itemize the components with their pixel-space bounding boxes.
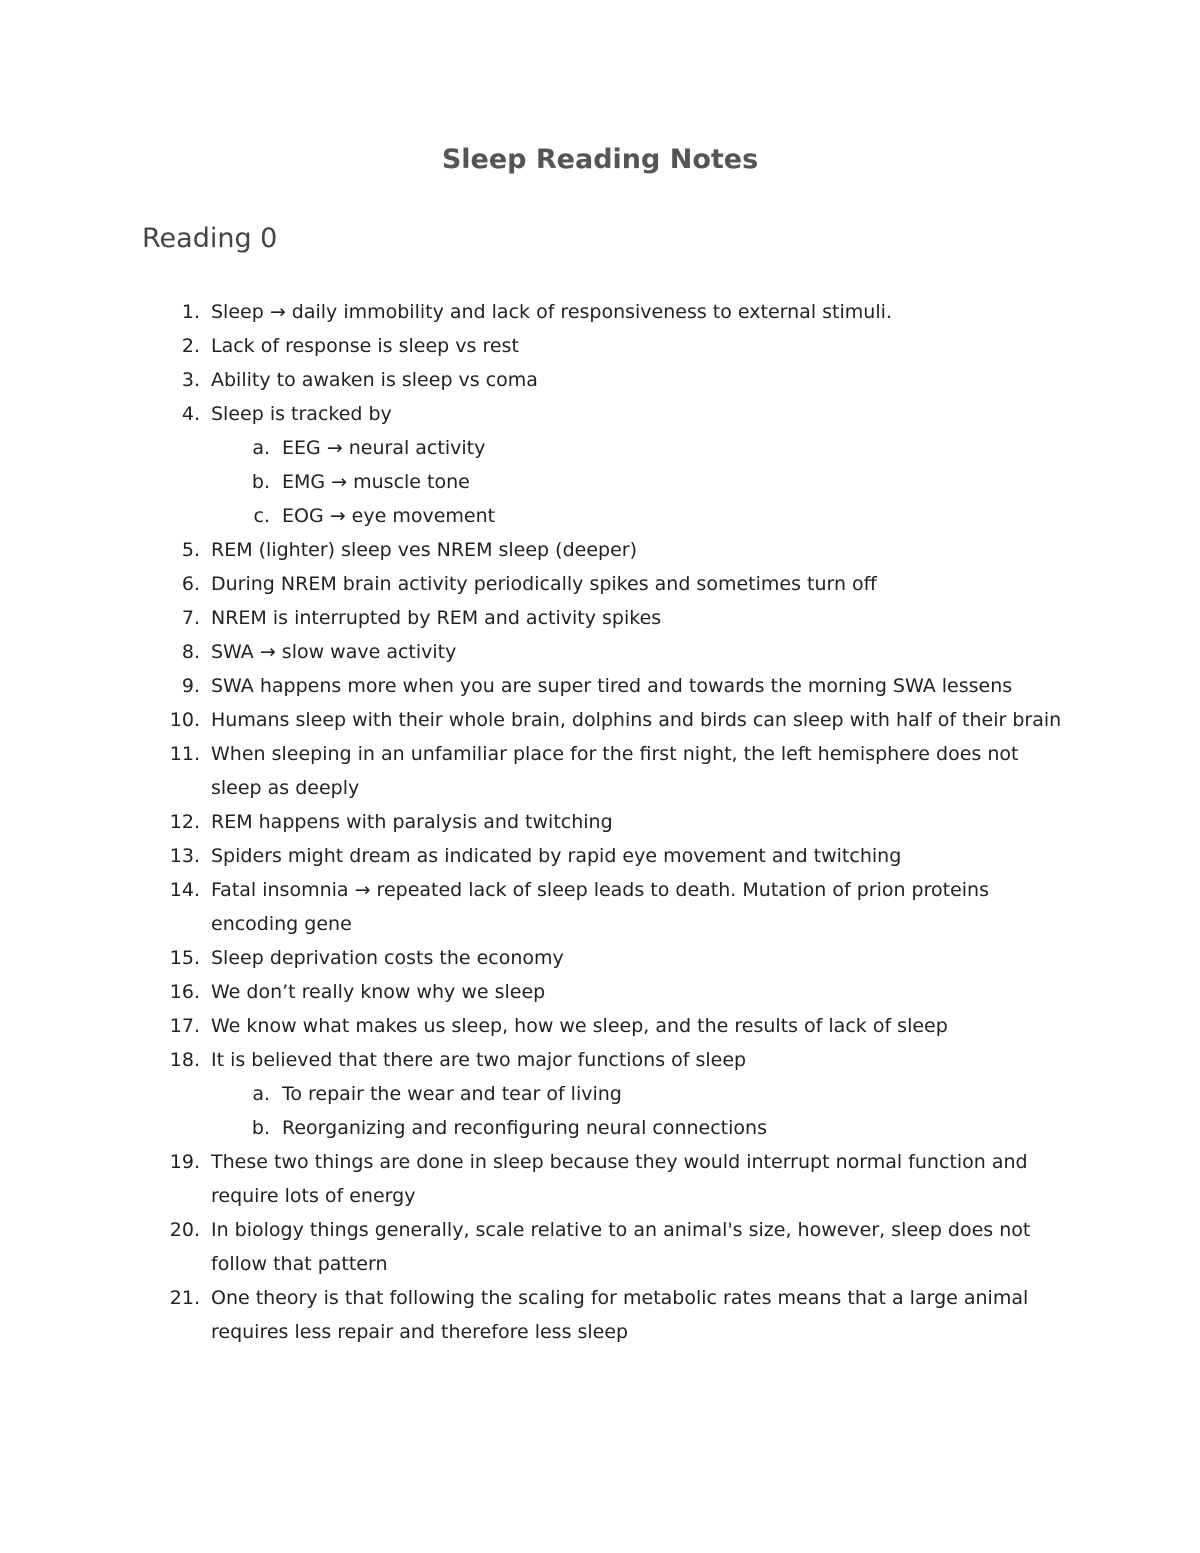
list-item-text: SWA → slow wave activity — [211, 641, 457, 663]
list-item-text: Humans sleep with their whole brain, dolphins and birds can sleep with half of their brain — [211, 709, 1062, 731]
list-item — [0, 533, 1200, 567]
list-item-text: In biology things generally, scale relative to an animal's size, however, sleep does not follow that pattern — [211, 1219, 1031, 1275]
sub-list-item-letter: a. — [252, 1083, 270, 1105]
list-item-number: 9. — [181, 675, 200, 697]
list-item — [0, 703, 1200, 737]
notes-list — [0, 295, 1200, 1349]
list-item-text: Spiders might dream as indicated by rapid eye movement and twitching — [211, 845, 902, 867]
list-item — [0, 1043, 1200, 1077]
list-item — [0, 805, 1200, 839]
sub-list-item-letter: c. — [253, 505, 270, 527]
list-item-number: 20. — [169, 1219, 200, 1241]
list-item-text: Ability to awaken is sleep vs coma — [211, 369, 538, 391]
list-item — [0, 941, 1200, 975]
sub-list-item — [0, 499, 1200, 533]
section-heading: Reading 0 — [142, 223, 278, 254]
list-item — [0, 839, 1200, 873]
list-item-number: 7. — [181, 607, 200, 629]
list-item — [0, 295, 1200, 329]
list-item-text: REM (lighter) sleep ves NREM sleep (deeper) — [211, 539, 637, 561]
list-item — [0, 329, 1200, 363]
list-item-number: 5. — [181, 539, 200, 561]
list-item-text: Sleep → daily immobility and lack of responsiveness to external stimuli. — [211, 301, 892, 323]
list-item-text: Sleep deprivation costs the economy — [211, 947, 564, 969]
list-item-number: 1. — [181, 301, 200, 323]
list-item-number: 8. — [181, 641, 200, 663]
list-item-text: We know what makes us sleep, how we sleep, and the results of lack of sleep — [211, 1015, 948, 1037]
list-item-text: REM happens with paralysis and twitching — [211, 811, 613, 833]
list-item-number: 12. — [169, 811, 200, 833]
list-item-text: NREM is interrupted by REM and activity spikes — [211, 607, 662, 629]
list-item-number: 2. — [181, 335, 200, 357]
list-item — [0, 635, 1200, 669]
list-item — [0, 975, 1200, 1009]
list-item-text: Lack of response is sleep vs rest — [211, 335, 519, 357]
sub-list-item-text: EOG → eye movement — [282, 505, 496, 527]
list-item-number: 15. — [169, 947, 200, 969]
list-item-number: 10. — [169, 709, 200, 731]
sub-list-item-letter: b. — [251, 1117, 270, 1139]
list-item — [0, 397, 1200, 431]
sub-list-item-text: Reorganizing and reconfiguring neural connections — [282, 1117, 767, 1139]
sub-list-item — [0, 1111, 1200, 1145]
list-item-number: 3. — [181, 369, 200, 391]
sub-list-item — [0, 465, 1200, 499]
list-item-number: 21. — [169, 1287, 200, 1309]
list-item-text: When sleeping in an unfamiliar place for the first night, the left hemisphere does not sleep as deeply — [211, 743, 1019, 799]
list-item-text: Fatal insomnia → repeated lack of sleep leads to death. Mutation of prion proteins encoding gene — [211, 879, 989, 935]
list-item-number: 17. — [169, 1015, 200, 1037]
list-item — [0, 363, 1200, 397]
list-item-number: 13. — [169, 845, 200, 867]
list-item — [0, 669, 1200, 703]
list-item-text: It is believed that there are two major functions of sleep — [211, 1049, 747, 1071]
list-item-number: 6. — [181, 573, 200, 595]
sub-list-item — [0, 1077, 1200, 1111]
list-item — [0, 1145, 1200, 1213]
sub-list-item-text: To repair the wear and tear of living — [282, 1083, 622, 1105]
list-item-text: SWA happens more when you are super tired and towards the morning SWA lessens — [211, 675, 1013, 697]
sub-list-item-letter: b. — [251, 471, 270, 493]
list-item-text: One theory is that following the scaling for metabolic rates means that a large animal requires less repair and therefore less sleep — [211, 1287, 1029, 1343]
list-item-number: 18. — [169, 1049, 200, 1071]
list-item — [0, 1009, 1200, 1043]
list-item — [0, 1281, 1200, 1349]
list-item — [0, 601, 1200, 635]
list-item-number: 4. — [181, 403, 200, 425]
sub-list-item-text: EMG → muscle tone — [282, 471, 470, 493]
list-item-number: 14. — [169, 879, 200, 901]
list-item — [0, 737, 1200, 805]
list-item-number: 11. — [169, 743, 200, 765]
list-item-text: These two things are done in sleep because they would interrupt normal function and require lots of energy — [211, 1151, 1028, 1207]
page-title: Sleep Reading Notes — [441, 144, 759, 175]
list-item-number: 16. — [169, 981, 200, 1003]
sub-list-item-text: EEG → neural activity — [282, 437, 486, 459]
list-item-text: We don’t really know why we sleep — [211, 981, 546, 1003]
sub-list-item — [0, 431, 1200, 465]
list-item-number: 19. — [169, 1151, 200, 1173]
list-item — [0, 873, 1200, 941]
list-item-text: Sleep is tracked by — [211, 403, 392, 425]
list-item — [0, 567, 1200, 601]
sub-list-item-letter: a. — [252, 437, 270, 459]
list-item — [0, 1213, 1200, 1281]
list-item-text: During NREM brain activity periodically spikes and sometimes turn off — [211, 573, 877, 595]
